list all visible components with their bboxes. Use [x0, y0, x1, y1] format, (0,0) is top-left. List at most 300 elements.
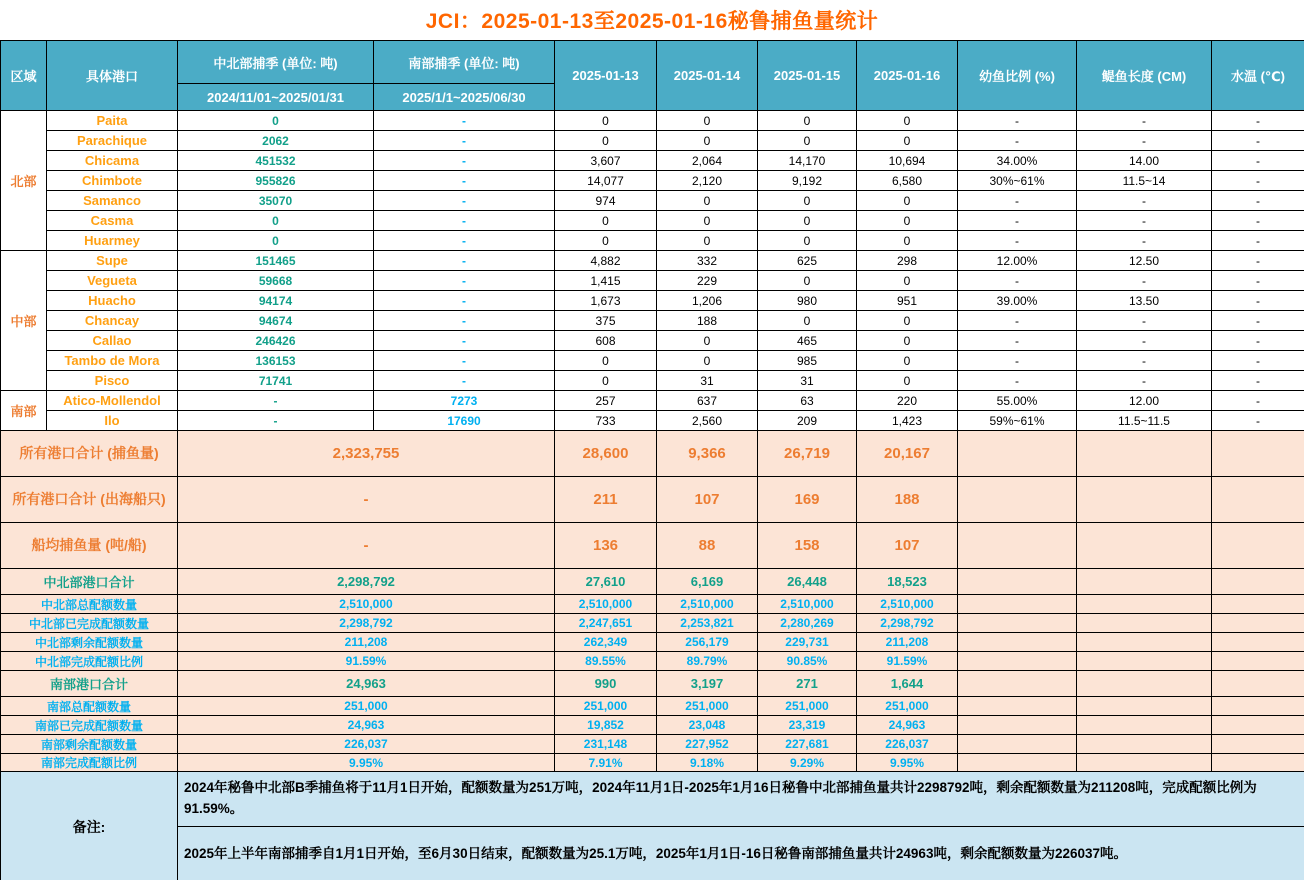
- port-row: [1, 291, 1304, 311]
- port-row: [1, 251, 1304, 271]
- col-header-water-temp: 水温 (℃): [1212, 41, 1304, 111]
- water-temp: -: [1212, 231, 1304, 251]
- quota-value: 211,208: [857, 633, 958, 652]
- catch-value: 637: [657, 391, 758, 411]
- water-temp: -: [1212, 291, 1304, 311]
- quota-value: 2,510,000: [857, 595, 958, 614]
- quota-season-value: 24,963: [178, 716, 555, 735]
- catch-value: 0: [555, 351, 657, 371]
- quota-value: 251,000: [657, 697, 758, 716]
- water-temp: -: [1212, 251, 1304, 271]
- north-season-value: 0: [178, 231, 374, 251]
- quota-season-value: 2,510,000: [178, 595, 555, 614]
- quota-value: 2,298,792: [857, 614, 958, 633]
- region-label-central: 中部: [1, 251, 47, 391]
- north-season-value: 0: [178, 211, 374, 231]
- empty-cell: [1077, 477, 1212, 523]
- south-season-value: -: [374, 171, 555, 191]
- empty-cell: [958, 652, 1077, 671]
- catch-value: 188: [657, 311, 758, 331]
- catch-value: 0: [758, 131, 857, 151]
- catch-value: 625: [758, 251, 857, 271]
- quota-value: 89.55%: [555, 652, 657, 671]
- catch-value: 0: [555, 131, 657, 151]
- catch-value: 229: [657, 271, 758, 291]
- catch-value: 0: [657, 111, 758, 131]
- port-row: [1, 351, 1304, 371]
- quota-label: 南部总配额数量: [1, 697, 178, 716]
- empty-cell: [1212, 735, 1304, 754]
- quota-row: [1, 754, 1304, 772]
- catch-value: 0: [758, 231, 857, 251]
- port-row: [1, 311, 1304, 331]
- north-season-value: 2062: [178, 131, 374, 151]
- catch-value: 733: [555, 411, 657, 431]
- juvenile-ratio: -: [958, 111, 1077, 131]
- empty-cell: [958, 633, 1077, 652]
- south-season-value: -: [374, 371, 555, 391]
- quota-value: 3,197: [657, 671, 758, 697]
- empty-cell: [958, 595, 1077, 614]
- north-season-range: 2024/11/01~2025/01/31: [178, 84, 374, 111]
- catch-value: 3,607: [555, 151, 657, 171]
- catch-value: 0: [657, 231, 758, 251]
- note-2: 2025年上半年南部捕季自1月1日开始，至6月30日结束，配额数量为25.1万吨，2025年1月1日-16日秘鲁南部捕鱼量共计24963吨，剩余配额数量为226037吨。: [178, 827, 1304, 880]
- quota-season-value: 226,037: [178, 735, 555, 754]
- juvenile-ratio: 55.00%: [958, 391, 1077, 411]
- port-row: [1, 231, 1304, 251]
- empty-cell: [958, 431, 1077, 477]
- col-header-date-1: 2025-01-13: [555, 41, 657, 111]
- port-name: Atico-Mollendol: [47, 391, 178, 411]
- quota-value: 2,247,651: [555, 614, 657, 633]
- catch-value: 1,673: [555, 291, 657, 311]
- catch-value: 0: [857, 131, 958, 151]
- catch-value: 63: [758, 391, 857, 411]
- anchovy-length: -: [1077, 351, 1212, 371]
- empty-cell: [958, 477, 1077, 523]
- port-row: [1, 191, 1304, 211]
- quota-value: 229,731: [758, 633, 857, 652]
- quota-value: 9.95%: [857, 754, 958, 772]
- catch-value: 220: [857, 391, 958, 411]
- anchovy-length: 11.5~11.5: [1077, 411, 1212, 431]
- juvenile-ratio: -: [958, 351, 1077, 371]
- juvenile-ratio: 12.00%: [958, 251, 1077, 271]
- catch-value: 332: [657, 251, 758, 271]
- quota-value: 27,610: [555, 569, 657, 595]
- summary-value: 107: [857, 523, 958, 569]
- catch-value: 0: [857, 111, 958, 131]
- summary-season-total: -: [178, 477, 555, 523]
- quota-season-value: 9.95%: [178, 754, 555, 772]
- catch-value: 14,077: [555, 171, 657, 191]
- quota-season-value: 251,000: [178, 697, 555, 716]
- empty-cell: [1212, 431, 1304, 477]
- water-temp: -: [1212, 191, 1304, 211]
- anchovy-length: 12.50: [1077, 251, 1212, 271]
- summary-label: 所有港口合计 (捕鱼量): [1, 431, 178, 477]
- port-row: [1, 331, 1304, 351]
- port-name: Huarmey: [47, 231, 178, 251]
- anchovy-length: -: [1077, 211, 1212, 231]
- catch-value: 1,206: [657, 291, 758, 311]
- quota-value: 24,963: [857, 716, 958, 735]
- south-season-value: -: [374, 311, 555, 331]
- port-name: Samanco: [47, 191, 178, 211]
- port-name: Parachique: [47, 131, 178, 151]
- empty-cell: [1077, 671, 1212, 697]
- quota-value: 256,179: [657, 633, 758, 652]
- quota-value: 2,253,821: [657, 614, 758, 633]
- juvenile-ratio: -: [958, 231, 1077, 251]
- port-row: [1, 171, 1304, 191]
- empty-cell: [958, 697, 1077, 716]
- water-temp: -: [1212, 391, 1304, 411]
- catch-value: 0: [857, 331, 958, 351]
- juvenile-ratio: -: [958, 371, 1077, 391]
- catch-value: 0: [555, 211, 657, 231]
- note-1: 2024年秘鲁中北部B季捕鱼将于11月1日开始，配额数量为251万吨，2024年11月1日-2025年1月16日秘鲁中北部捕鱼量共计2298792吨，剩余配额数量为211208吨，完成配额比例为91.59%。: [178, 772, 1304, 827]
- south-season-value: 17690: [374, 411, 555, 431]
- catch-value: 4,882: [555, 251, 657, 271]
- quota-label: 南部港口合计: [1, 671, 178, 697]
- water-temp: -: [1212, 171, 1304, 191]
- catch-value: 0: [857, 311, 958, 331]
- catch-value: 0: [657, 211, 758, 231]
- water-temp: -: [1212, 131, 1304, 151]
- col-header-date-3: 2025-01-15: [758, 41, 857, 111]
- col-header-juvenile-ratio: 幼鱼比例 (%): [958, 41, 1077, 111]
- summary-value: 9,366: [657, 431, 758, 477]
- north-season-value: 71741: [178, 371, 374, 391]
- anchovy-length: -: [1077, 371, 1212, 391]
- col-header-north-season: 中北部捕季 (单位: 吨): [178, 41, 374, 84]
- quota-label: 中北部剩余配额数量: [1, 633, 178, 652]
- juvenile-ratio: 39.00%: [958, 291, 1077, 311]
- fishing-table: [0, 40, 1304, 880]
- quota-row: [1, 652, 1304, 671]
- empty-cell: [1212, 697, 1304, 716]
- quota-value: 251,000: [555, 697, 657, 716]
- catch-value: 2,064: [657, 151, 758, 171]
- summary-label: 船均捕鱼量 (吨/船): [1, 523, 178, 569]
- quota-row: [1, 614, 1304, 633]
- quota-value: 2,280,269: [758, 614, 857, 633]
- quota-value: 9.29%: [758, 754, 857, 772]
- summary-season-total: -: [178, 523, 555, 569]
- catch-value: 0: [555, 231, 657, 251]
- empty-cell: [1212, 671, 1304, 697]
- empty-cell: [1212, 595, 1304, 614]
- port-name: Tambo de Mora: [47, 351, 178, 371]
- south-season-value: -: [374, 271, 555, 291]
- empty-cell: [1077, 595, 1212, 614]
- catch-value: 1,423: [857, 411, 958, 431]
- region-label-south: 南部: [1, 391, 47, 431]
- empty-cell: [1212, 716, 1304, 735]
- catch-value: 985: [758, 351, 857, 371]
- anchovy-length: -: [1077, 331, 1212, 351]
- empty-cell: [1077, 652, 1212, 671]
- report-title: JCI：2025-01-13至2025-01-16秘鲁捕鱼量统计: [425, 10, 879, 33]
- empty-cell: [1212, 569, 1304, 595]
- water-temp: -: [1212, 311, 1304, 331]
- catch-value: 0: [657, 191, 758, 211]
- empty-cell: [1212, 614, 1304, 633]
- north-season-value: 35070: [178, 191, 374, 211]
- anchovy-length: -: [1077, 131, 1212, 151]
- quota-row: [1, 735, 1304, 754]
- quota-row: [1, 595, 1304, 614]
- empty-cell: [958, 671, 1077, 697]
- quota-label: 中北部总配额数量: [1, 595, 178, 614]
- water-temp: -: [1212, 371, 1304, 391]
- empty-cell: [1077, 523, 1212, 569]
- empty-cell: [1212, 477, 1304, 523]
- empty-cell: [1077, 754, 1212, 772]
- quota-value: 26,448: [758, 569, 857, 595]
- juvenile-ratio: -: [958, 271, 1077, 291]
- water-temp: -: [1212, 331, 1304, 351]
- port-row: [1, 271, 1304, 291]
- catch-value: 10,694: [857, 151, 958, 171]
- title-bar: [0, 0, 1304, 40]
- quota-value: 271: [758, 671, 857, 697]
- juvenile-ratio: -: [958, 331, 1077, 351]
- anchovy-length: -: [1077, 271, 1212, 291]
- catch-value: 6,580: [857, 171, 958, 191]
- catch-value: 0: [758, 111, 857, 131]
- anchovy-length: 11.5~14: [1077, 171, 1212, 191]
- juvenile-ratio: 34.00%: [958, 151, 1077, 171]
- port-row: [1, 131, 1304, 151]
- quota-value: 231,148: [555, 735, 657, 754]
- summary-row: [1, 431, 1304, 477]
- catch-value: 2,120: [657, 171, 758, 191]
- north-season-value: -: [178, 411, 374, 431]
- catch-value: 0: [758, 191, 857, 211]
- quota-row: [1, 697, 1304, 716]
- catch-value: 0: [857, 231, 958, 251]
- anchovy-length: -: [1077, 231, 1212, 251]
- notes-label: 备注:: [1, 772, 178, 880]
- south-season-value: -: [374, 111, 555, 131]
- south-season-value: -: [374, 231, 555, 251]
- quota-value: 2,510,000: [657, 595, 758, 614]
- quota-season-value: 2,298,792: [178, 569, 555, 595]
- quota-value: 251,000: [857, 697, 958, 716]
- south-season-value: -: [374, 151, 555, 171]
- north-season-value: 136153: [178, 351, 374, 371]
- empty-cell: [958, 614, 1077, 633]
- north-season-value: -: [178, 391, 374, 411]
- quota-value: 9.18%: [657, 754, 758, 772]
- catch-value: 0: [657, 131, 758, 151]
- port-name: Chimbote: [47, 171, 178, 191]
- port-name: Pisco: [47, 371, 178, 391]
- summary-value: 28,600: [555, 431, 657, 477]
- empty-cell: [1077, 614, 1212, 633]
- catch-value: 298: [857, 251, 958, 271]
- empty-cell: [1077, 716, 1212, 735]
- catch-value: 0: [857, 371, 958, 391]
- port-name: Ilo: [47, 411, 178, 431]
- empty-cell: [958, 735, 1077, 754]
- north-season-value: 955826: [178, 171, 374, 191]
- quota-value: 91.59%: [857, 652, 958, 671]
- catch-value: 0: [657, 331, 758, 351]
- quota-value: 19,852: [555, 716, 657, 735]
- quota-row: [1, 716, 1304, 735]
- summary-value: 188: [857, 477, 958, 523]
- col-header-region: 区域: [1, 41, 47, 111]
- quota-label: 中北部港口合计: [1, 569, 178, 595]
- port-row: [1, 391, 1304, 411]
- summary-row: [1, 523, 1304, 569]
- quota-value: 251,000: [758, 697, 857, 716]
- summary-row: [1, 477, 1304, 523]
- catch-value: 257: [555, 391, 657, 411]
- north-season-value: 246426: [178, 331, 374, 351]
- col-header-port: 具体港口: [47, 41, 178, 111]
- south-season-value: -: [374, 351, 555, 371]
- water-temp: -: [1212, 411, 1304, 431]
- summary-season-total: 2,323,755: [178, 431, 555, 477]
- north-season-value: 94674: [178, 311, 374, 331]
- juvenile-ratio: 59%~61%: [958, 411, 1077, 431]
- quota-value: 2,510,000: [758, 595, 857, 614]
- summary-value: 88: [657, 523, 758, 569]
- quota-value: 1,644: [857, 671, 958, 697]
- port-name: Paita: [47, 111, 178, 131]
- quota-value: 2,510,000: [555, 595, 657, 614]
- empty-cell: [1077, 431, 1212, 477]
- port-row: [1, 111, 1304, 131]
- catch-value: 0: [857, 351, 958, 371]
- port-row: [1, 151, 1304, 171]
- catch-value: 0: [555, 111, 657, 131]
- catch-value: 9,192: [758, 171, 857, 191]
- port-row: [1, 371, 1304, 391]
- quota-season-value: 24,963: [178, 671, 555, 697]
- catch-value: 0: [555, 371, 657, 391]
- quota-value: 227,681: [758, 735, 857, 754]
- port-name: Supe: [47, 251, 178, 271]
- port-name: Chicama: [47, 151, 178, 171]
- anchovy-length: -: [1077, 191, 1212, 211]
- catch-value: 0: [758, 211, 857, 231]
- col-header-date-4: 2025-01-16: [857, 41, 958, 111]
- quota-value: 89.79%: [657, 652, 758, 671]
- empty-cell: [1212, 633, 1304, 652]
- quota-row: [1, 671, 1304, 697]
- catch-value: 0: [857, 271, 958, 291]
- region-label-north: 北部: [1, 111, 47, 251]
- col-header-anchovy-length: 鳀鱼长度 (CM): [1077, 41, 1212, 111]
- summary-value: 136: [555, 523, 657, 569]
- catch-value: 0: [758, 271, 857, 291]
- anchovy-length: 14.00: [1077, 151, 1212, 171]
- empty-cell: [1212, 523, 1304, 569]
- summary-value: 158: [758, 523, 857, 569]
- quota-value: 90.85%: [758, 652, 857, 671]
- anchovy-length: -: [1077, 311, 1212, 331]
- catch-value: 0: [857, 191, 958, 211]
- port-name: Chancay: [47, 311, 178, 331]
- summary-value: 107: [657, 477, 758, 523]
- notes-row: [1, 772, 1304, 827]
- catch-value: 14,170: [758, 151, 857, 171]
- south-season-value: -: [374, 211, 555, 231]
- empty-cell: [1077, 633, 1212, 652]
- port-name: Huacho: [47, 291, 178, 311]
- quota-value: 262,349: [555, 633, 657, 652]
- catch-value: 31: [657, 371, 758, 391]
- south-season-value: 7273: [374, 391, 555, 411]
- quota-value: 6,169: [657, 569, 758, 595]
- summary-value: 26,719: [758, 431, 857, 477]
- notes-row: [1, 827, 1304, 880]
- juvenile-ratio: -: [958, 131, 1077, 151]
- empty-cell: [958, 754, 1077, 772]
- north-season-value: 151465: [178, 251, 374, 271]
- water-temp: -: [1212, 151, 1304, 171]
- anchovy-length: -: [1077, 111, 1212, 131]
- quota-season-value: 211,208: [178, 633, 555, 652]
- empty-cell: [1077, 735, 1212, 754]
- catch-value: 31: [758, 371, 857, 391]
- quota-label: 中北部完成配额比例: [1, 652, 178, 671]
- catch-value: 974: [555, 191, 657, 211]
- quota-value: 7.91%: [555, 754, 657, 772]
- port-name: Casma: [47, 211, 178, 231]
- water-temp: -: [1212, 351, 1304, 371]
- quota-value: 23,319: [758, 716, 857, 735]
- summary-label: 所有港口合计 (出海船只): [1, 477, 178, 523]
- south-season-value: -: [374, 251, 555, 271]
- empty-cell: [1212, 754, 1304, 772]
- anchovy-length: 12.00: [1077, 391, 1212, 411]
- south-season-value: -: [374, 331, 555, 351]
- empty-cell: [1077, 697, 1212, 716]
- catch-value: 1,415: [555, 271, 657, 291]
- north-season-value: 94174: [178, 291, 374, 311]
- catch-value: 980: [758, 291, 857, 311]
- quota-label: 中北部已完成配额数量: [1, 614, 178, 633]
- port-row: [1, 411, 1304, 431]
- catch-value: 2,560: [657, 411, 758, 431]
- catch-value: 0: [857, 211, 958, 231]
- summary-value: 169: [758, 477, 857, 523]
- catch-value: 465: [758, 331, 857, 351]
- quota-label: 南部剩余配额数量: [1, 735, 178, 754]
- north-season-value: 451532: [178, 151, 374, 171]
- summary-value: 211: [555, 477, 657, 523]
- juvenile-ratio: -: [958, 311, 1077, 331]
- south-season-range: 2025/1/1~2025/06/30: [374, 84, 555, 111]
- col-header-south-season: 南部捕季 (单位: 吨): [374, 41, 555, 84]
- quota-value: 23,048: [657, 716, 758, 735]
- north-season-value: 0: [178, 111, 374, 131]
- catch-value: 0: [657, 351, 758, 371]
- quota-value: 18,523: [857, 569, 958, 595]
- empty-cell: [1212, 652, 1304, 671]
- water-temp: -: [1212, 211, 1304, 231]
- catch-value: 375: [555, 311, 657, 331]
- quota-value: 226,037: [857, 735, 958, 754]
- quota-label: 南部完成配额比例: [1, 754, 178, 772]
